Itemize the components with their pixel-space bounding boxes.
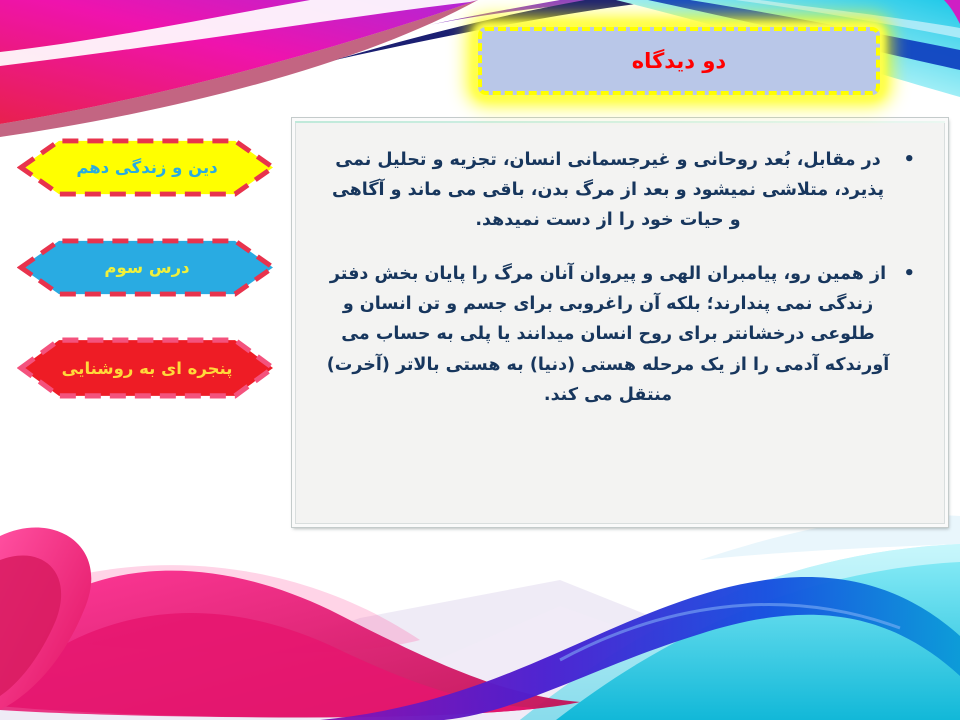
nav-button-label: دین و زندگی دهم (76, 158, 218, 177)
slide-title-box (478, 27, 880, 95)
bullet-icon: • (903, 149, 915, 170)
bullet-item (325, 259, 915, 409)
bullet-item (325, 145, 915, 235)
slide-title: دو دیدگاه (631, 49, 727, 73)
nav-button-book-title[interactable] (17, 137, 277, 198)
nav-button-lesson[interactable] (17, 237, 277, 298)
content-box (292, 118, 948, 527)
nav-button-label: پنجره ای به روشنایی (61, 358, 233, 378)
bullet-text-1: در مقابل، بُعد روحانی و غیرجسمانی انسان، تجزیه و تحلیل نمی پذیرد، متلاشی نمیشود و بعد از مرگ بدن، باقی می ماند و آگاهی و حیات خود را از دست نمیدهد. (331, 150, 885, 231)
nav-button-lesson-title[interactable] (17, 336, 277, 400)
bullet-icon: • (903, 263, 915, 285)
nav-button-label: درس سوم (104, 258, 190, 277)
bullet-text-2: از همین رو، پیامبران الهی و پیروان آنان مرگ را پایان بخش دفتر زندگی نمی پندارند؛ بلکه آن راغروبی برای جسم و تن انسان و طلوعی درخشانتر برای روح انسان میدانند یا پلی به حساب می آورندکه آدمی را از یک مرحله هستی (دنیا) به هستی بالاتر (آخرت) منتقل می کند. (326, 264, 890, 405)
